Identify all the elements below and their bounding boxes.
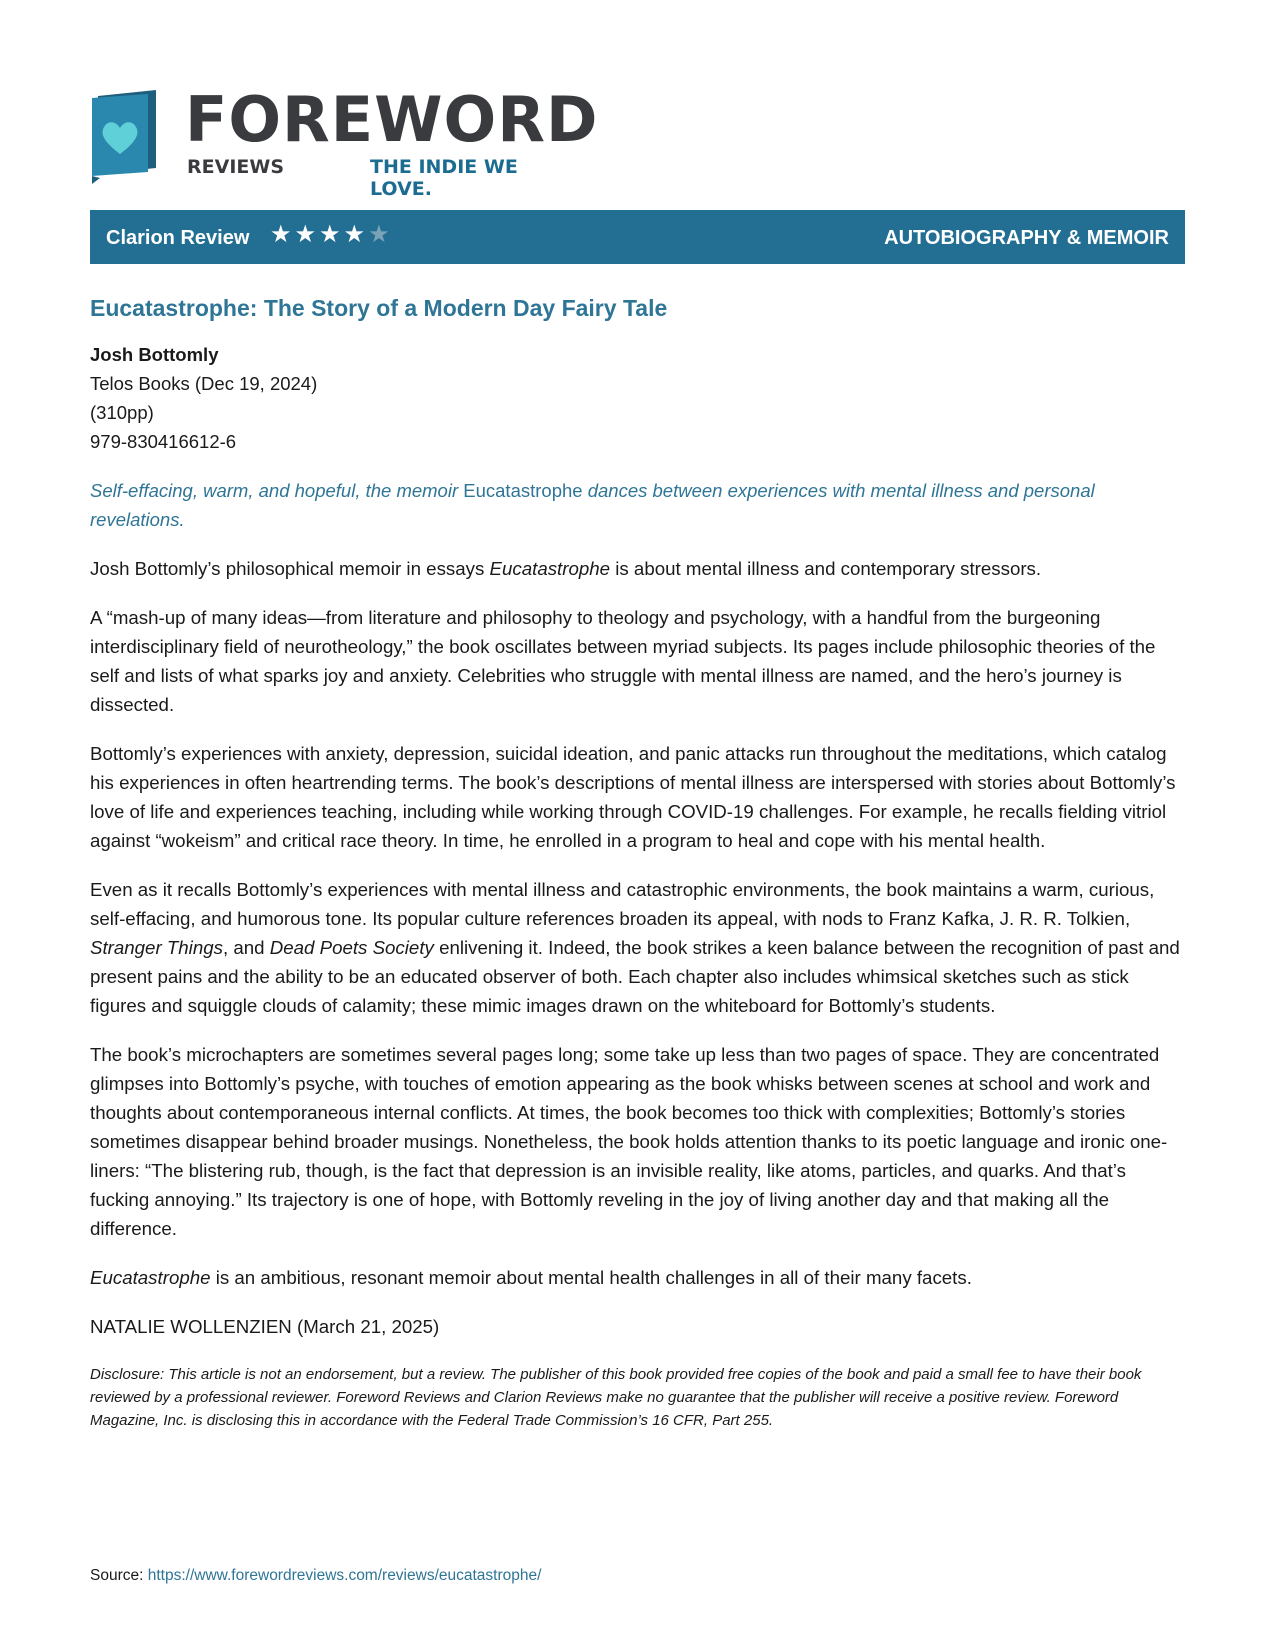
review-paragraph: The book’s microchapters are sometimes several pages long; some take up less than two pages of space. They are concentrated glimpses into Bottomly’s psyche, with touches of emotion appearing as the book whisks between scenes at school and work and thoughts about contemporaneous internal conflicts. At times, the book becomes too thick with complexities; Bottomly’s stories sometimes disappear behind broader musings. Nonetheless, the book holds attention thanks to its poetic language and ironic one-liners: “The blistering rub, though, is the fact that depression is an invisible reality, like atoms, particles, and quarks. And that’s fucking annoying.” Its trajectory is one of hope, with Bottomly reveling in the joy of living another day and that making all the difference. xyxy=(90,1044,1168,1239)
paragraph-text: enlivening it. Indeed, the book strikes a keen balance between the recognition of past and present pains and the ability to be an educated observer of both. Each chapter also includes whimsical sketches such as stick figures and squiggle clouds of calamity; these mimic images drawn on the whiteboard for Bottomly’s students. xyxy=(90,937,1180,1016)
review-paragraph: A “mash-up of many ideas—from literature and philosophy to theology and psychology, with a handful from the burgeoning interdisciplinary field of neurotheology,” the book oscillates between myriad subjects. Its pages include philosophic theories of the self and lists of what sparks joy and anxiety. Celebrities who struggle with mental illness are named, and the hero’s journey is dissected. xyxy=(90,607,1156,715)
title-italic: Stranger Things xyxy=(90,937,223,958)
book-heart-icon xyxy=(90,90,160,184)
review-content xyxy=(90,290,1180,1432)
foreword-reviews-logo xyxy=(90,83,599,200)
star-icon: ★ xyxy=(270,221,295,248)
star-empty-icon: ★ xyxy=(368,221,393,248)
disclosure-note: Disclosure: This article is not an endorsement, but a review. The publisher of this book provided free copies of the book and paid a small fee to have their book reviewed by a professional reviewer. Foreword Reviews and Clarion Reviews make no guarantee that the publisher will receive a positive review. Foreword Magazine, Inc. is disclosing this in accordance with the Federal Trade Commission’s 16 CFR, Part 255. xyxy=(90,1366,1142,1429)
review-type-label: Clarion Review xyxy=(106,227,250,249)
book-publisher: Telos Books (Dec 19, 2024) xyxy=(90,373,318,394)
paragraph-text: is an ambitious, resonant memoir about mental health challenges in all of their many facets. xyxy=(210,1267,972,1288)
paragraph-text: is about mental illness and contemporary stressors. xyxy=(610,558,1042,579)
paragraph-text: , and xyxy=(222,937,270,958)
logo-wordmark: FOREWORD xyxy=(185,83,599,156)
star-icon: ★ xyxy=(294,221,320,248)
summary-book-name: Eucatastrophe xyxy=(463,480,583,501)
source-link[interactable]: https://www.forewordreviews.com/reviews/eucatastrophe/ xyxy=(147,1567,542,1584)
book-title: Eucatastrophe: The Story of a Modern Day Fairy Tale xyxy=(90,295,668,321)
book-isbn: 979-830416612-6 xyxy=(90,431,237,452)
source-line xyxy=(90,1565,541,1587)
paragraph-text: Josh Bottomly’s philosophical memoir in essays xyxy=(90,558,490,579)
star-rating xyxy=(270,221,393,249)
star-icon: ★ xyxy=(319,221,344,248)
reviewer-byline: NATALIE WOLLENZIEN (March 21, 2025) xyxy=(90,1316,440,1337)
logo-subtitle: REVIEWS xyxy=(187,156,285,178)
paragraph-text: Even as it recalls Bottomly’s experiences with mental illness and catastrophic environments, the book maintains a warm, curious, self-effacing, and humorous tone. Its popular culture references broaden its appeal, with nods to Franz Kafka, J. R. R. Tolkien, xyxy=(90,879,1155,929)
review-paragraph xyxy=(90,554,1180,583)
review-paragraph xyxy=(90,1263,1180,1292)
star-icon: ★ xyxy=(343,221,369,248)
genre-label: AUTOBIOGRAPHY & MEMOIR xyxy=(884,227,1169,249)
book-name-italic: Eucatastrophe xyxy=(90,1267,211,1288)
review-banner xyxy=(90,210,1185,264)
summary-text: dances between experiences with mental illness and personal revelations. xyxy=(90,480,1095,530)
summary-text: Self-effacing, warm, and hopeful, the memoir xyxy=(90,480,464,501)
review-paragraph xyxy=(90,875,1180,1020)
book-pages: (310pp) xyxy=(90,402,154,423)
source-label: Source: xyxy=(90,1567,148,1584)
review-paragraph: Bottomly’s experiences with anxiety, depression, suicidal ideation, and panic attacks run throughout the meditations, which catalog his experiences in often heartrending terms. The book’s descriptions of mental illness are interspersed with stories about Bottomly’s love of life and experiences teaching, including while working through COVID-19 challenges. For example, he recalls fielding vitriol against “wokeism” and critical race theory. In time, he enrolled in a program to heal and cope with his mental health. xyxy=(90,743,1176,851)
title-italic: Dead Poets Society xyxy=(269,937,434,958)
logo-tagline: THE INDIE WE LOVE. xyxy=(370,156,518,200)
book-name-italic: Eucatastrophe xyxy=(489,558,611,579)
review-summary xyxy=(90,476,1180,534)
book-author: Josh Bottomly xyxy=(90,344,219,365)
